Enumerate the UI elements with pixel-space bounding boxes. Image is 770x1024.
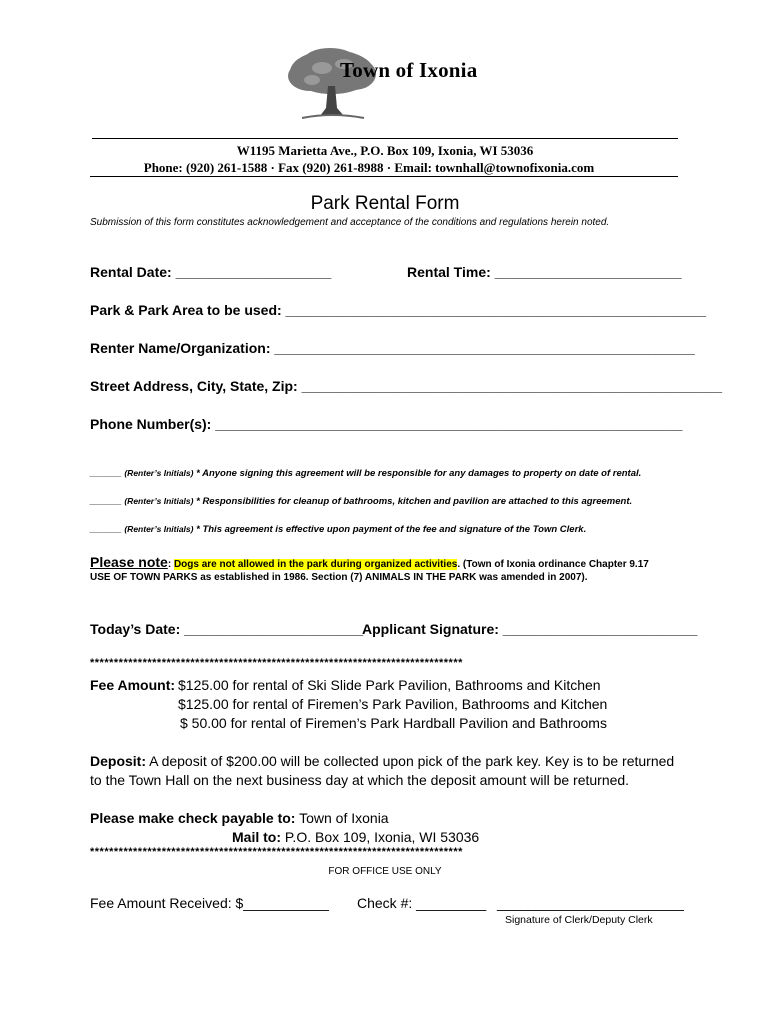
town-contact: Phone: (920) 261-1588 · Fax (920) 261-8988 · Email: townhall@townofixonia.com [90, 160, 678, 177]
deposit-line2: to the Town Hall on the next business day at which the deposit amount will be returned. [90, 772, 630, 788]
office-use-heading: FOR OFFICE USE ONLY [328, 866, 442, 877]
please-note-line2: USE OF TOWN PARKS as established in 1986. Section (7) ANIMALS IN THE PARK was amended in 2007). [90, 572, 588, 583]
deposit-line1: Deposit: A deposit of $200.00 will be collected upon pick of the park key. Key is to be returned [90, 753, 675, 769]
stars-divider-1: ****************************************************************************** [90, 657, 463, 669]
town-name: Town of Ixonia [340, 58, 478, 82]
initials-row-effective[interactable]: ______ (Renter’s Initials) * This agreement is effective upon payment of the fee and signature of the Town Clerk. [90, 524, 587, 535]
initials-row-damages[interactable]: ______ (Renter’s Initials) * Anyone signing this agreement will be responsible for any damages to property on date of rental. [90, 468, 642, 479]
todays-date-field[interactable]: Today’s Date: _______________________ [90, 621, 364, 637]
initials-row-cleanup[interactable]: ______ (Renter’s Initials) * Responsibilities for cleanup of bathrooms, kitchen and pavilion are attached to this agreement. [90, 496, 633, 507]
town-address: W1195 Marietta Ave., P.O. Box 109, Ixonia, WI 53036 [236, 143, 534, 158]
rental-time-field[interactable]: Rental Time: ________________________ [407, 264, 682, 280]
fee-amount-label: Fee Amount: [90, 677, 176, 693]
renter-name-field[interactable]: Renter Name/Organization: ______________________________________________________ [90, 340, 695, 356]
stars-divider-2: ****************************************************************************** [90, 846, 463, 858]
fee-firemens-pavilion: $125.00 for rental of Firemen’s Park Pavilion, Bathrooms and Kitchen [178, 696, 608, 712]
street-address-field[interactable]: Street Address, City, State, Zip: ______________________________________________________ [90, 378, 723, 394]
fee-ski-slide: $125.00 for rental of Ski Slide Park Pavilion, Bathrooms and Kitchen [178, 677, 601, 693]
form-subtitle: Submission of this form constitutes acknowledgement and acceptance of the conditions and regulations herein noted. [90, 217, 610, 228]
clerk-signature-line[interactable]: ________________________ [497, 895, 684, 911]
mail-to: Mail to: P.O. Box 109, Ixonia, WI 53036 [232, 829, 480, 845]
park-area-field[interactable]: Park & Park Area to be used: ______________________________________________________ [90, 302, 707, 318]
dogs-highlight: Dogs are not allowed in the park during organized activities [173, 559, 458, 570]
payable-to: Please make check payable to: Town of Ixonia [90, 810, 389, 826]
please-note: Please note: Dogs are not allowed in the park during organized activities. (Town of Ixonia ordinance Chapter 9.17 [90, 554, 649, 570]
form-title: Park Rental Form [310, 193, 460, 214]
fee-received-field[interactable]: Fee Amount Received: $___________ [90, 895, 329, 911]
fee-hardball-pavilion: $ 50.00 for rental of Firemen’s Park Hardball Pavilion and Bathrooms [180, 715, 607, 731]
clerk-signature-label: Signature of Clerk/Deputy Clerk [505, 914, 653, 926]
rental-date-field[interactable]: Rental Date: ____________________ [90, 264, 332, 280]
applicant-signature-field[interactable]: Applicant Signature: _________________________ [362, 621, 698, 637]
check-number-field[interactable]: Check #: _________ [357, 895, 487, 911]
phone-number-field[interactable]: Phone Number(s): ____________________________________________________________ [90, 416, 683, 432]
header-divider [92, 138, 678, 139]
